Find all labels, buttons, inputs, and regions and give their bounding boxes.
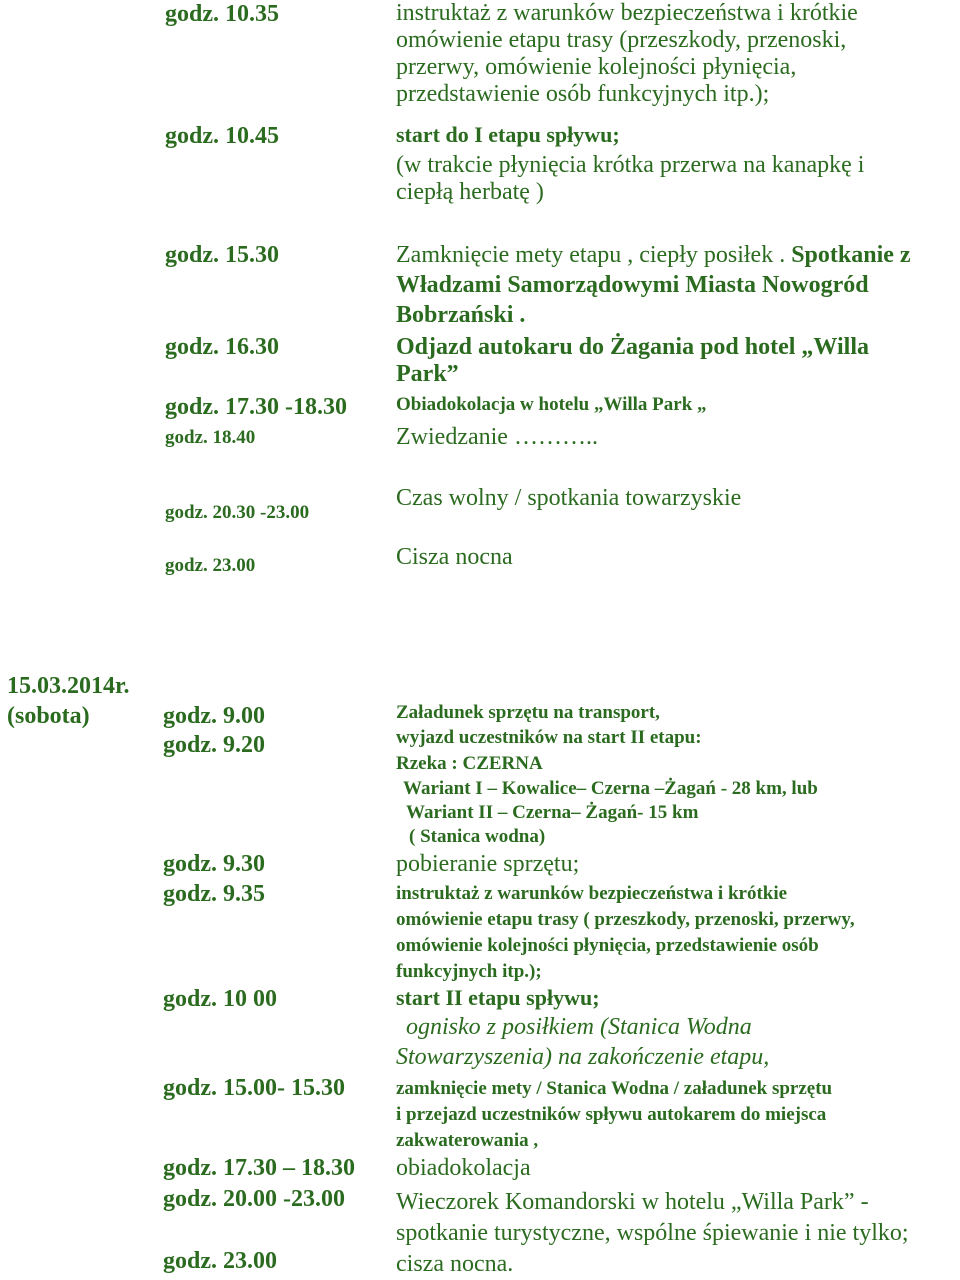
time-1500: godz. 15.00- 15.30 bbox=[163, 1075, 345, 1101]
time-2300: godz. 23.00 bbox=[165, 555, 256, 576]
route-variant-1: Wariant I – Kowalice– Czerna –Żagań - 28 km, lub bbox=[403, 778, 818, 799]
free-time: Czas wolny / spotkania towarzyskie bbox=[396, 485, 742, 511]
time-2030: godz. 20.30 -23.00 bbox=[165, 502, 310, 523]
time-2000: godz. 20.00 -23.00 bbox=[163, 1186, 345, 1212]
bonfire-2: Stowarzyszenia) na zakończenie etapu, bbox=[396, 1044, 770, 1070]
briefing-text: instruktaż z warunków bezpieczeństwa i krótkie omówienie etapu trasy (przeszkody, przenoski, przerwy, omówienie kolejności płynięcia, przedstawienie osób funkcyjnych itp.); bbox=[396, 0, 858, 107]
equipment-pickup: pobieranie sprzętu; bbox=[396, 851, 580, 877]
stage-break-note: (w trakcie płynięcia krótka przerwa na kanapkę i ciepłą herbatę ) bbox=[396, 152, 865, 205]
route-location: ( Stanica wodna) bbox=[409, 826, 546, 847]
time-935: godz. 9.35 bbox=[163, 881, 265, 907]
time-900: godz. 9.00 bbox=[163, 703, 265, 729]
quiet-night: Cisza nocna bbox=[396, 544, 513, 570]
commanders-evening: Wieczorek Komandorski w hotelu „Willa Park” - spotkanie turystyczne, wspólne śpiewanie i nie tylko; cisza nocna. bbox=[396, 1189, 909, 1277]
time-1035: godz. 10.35 bbox=[165, 1, 279, 27]
briefing-stage2: instruktaż z warunków bezpieczeństwa i krótkie omówienie etapu trasy ( przeszkody, przenoski, przerwy, omówienie kolejności płynięcia, przedstawienie osób funkcyjnych itp.); bbox=[396, 883, 855, 982]
day-weekday: (sobota) bbox=[7, 703, 90, 729]
time-1840: godz. 18.40 bbox=[165, 427, 256, 448]
time-1730: godz. 17.30 – 18.30 bbox=[163, 1155, 355, 1181]
dinner: Obiadokolacja w hotelu „Willa Park „ bbox=[396, 394, 707, 415]
meeting-officials-2: Bobrzański . bbox=[396, 302, 526, 328]
dinner-day2: obiadokolacja bbox=[396, 1155, 531, 1181]
stage2-start: start II etapu spływu; bbox=[396, 985, 600, 1010]
time-930: godz. 9.30 bbox=[163, 851, 265, 877]
meeting-officials: Władzami Samorządowymi Miasta Nowogród bbox=[396, 272, 869, 298]
bus-departure-2: Park” bbox=[396, 361, 459, 387]
sightseeing: Zwiedzanie ……….. bbox=[396, 424, 598, 450]
time-1000: godz. 10 00 bbox=[163, 986, 277, 1012]
finish-line: Zamknięcie mety etapu , ciepły posiłek . Spotkanie z bbox=[396, 242, 911, 268]
bonfire: ognisko z posiłkiem (Stanica Wodna bbox=[406, 1014, 752, 1040]
time-1730: godz. 17.30 -18.30 bbox=[165, 394, 347, 420]
time-1630: godz. 16.30 bbox=[165, 334, 279, 360]
departure-to-stage2: wyjazd uczestników na start II etapu: bbox=[396, 727, 702, 748]
river-name: Rzeka : CZERNA bbox=[396, 753, 543, 774]
finish-transport: zamknięcie mety / Stanica Wodna / załadunek sprzętu i przejazd uczestników spływu autokarem do miejsca zakwaterowania , bbox=[396, 1078, 833, 1151]
time-1530: godz. 15.30 bbox=[165, 242, 279, 268]
stage-start: start do I etapu spływu; bbox=[396, 122, 620, 147]
day-date: 15.03.2014r. bbox=[7, 673, 130, 699]
bus-departure: Odjazd autokaru do Żagania pod hotel „Willa bbox=[396, 334, 869, 360]
loading-equipment: Załadunek sprzętu na transport, bbox=[396, 702, 660, 723]
time-920: godz. 9.20 bbox=[163, 732, 265, 758]
time-1045: godz. 10.45 bbox=[165, 123, 279, 149]
time-2300-day2: godz. 23.00 bbox=[163, 1248, 277, 1274]
route-variant-2: Wariant II – Czerna– Żagań- 15 km bbox=[406, 802, 699, 823]
